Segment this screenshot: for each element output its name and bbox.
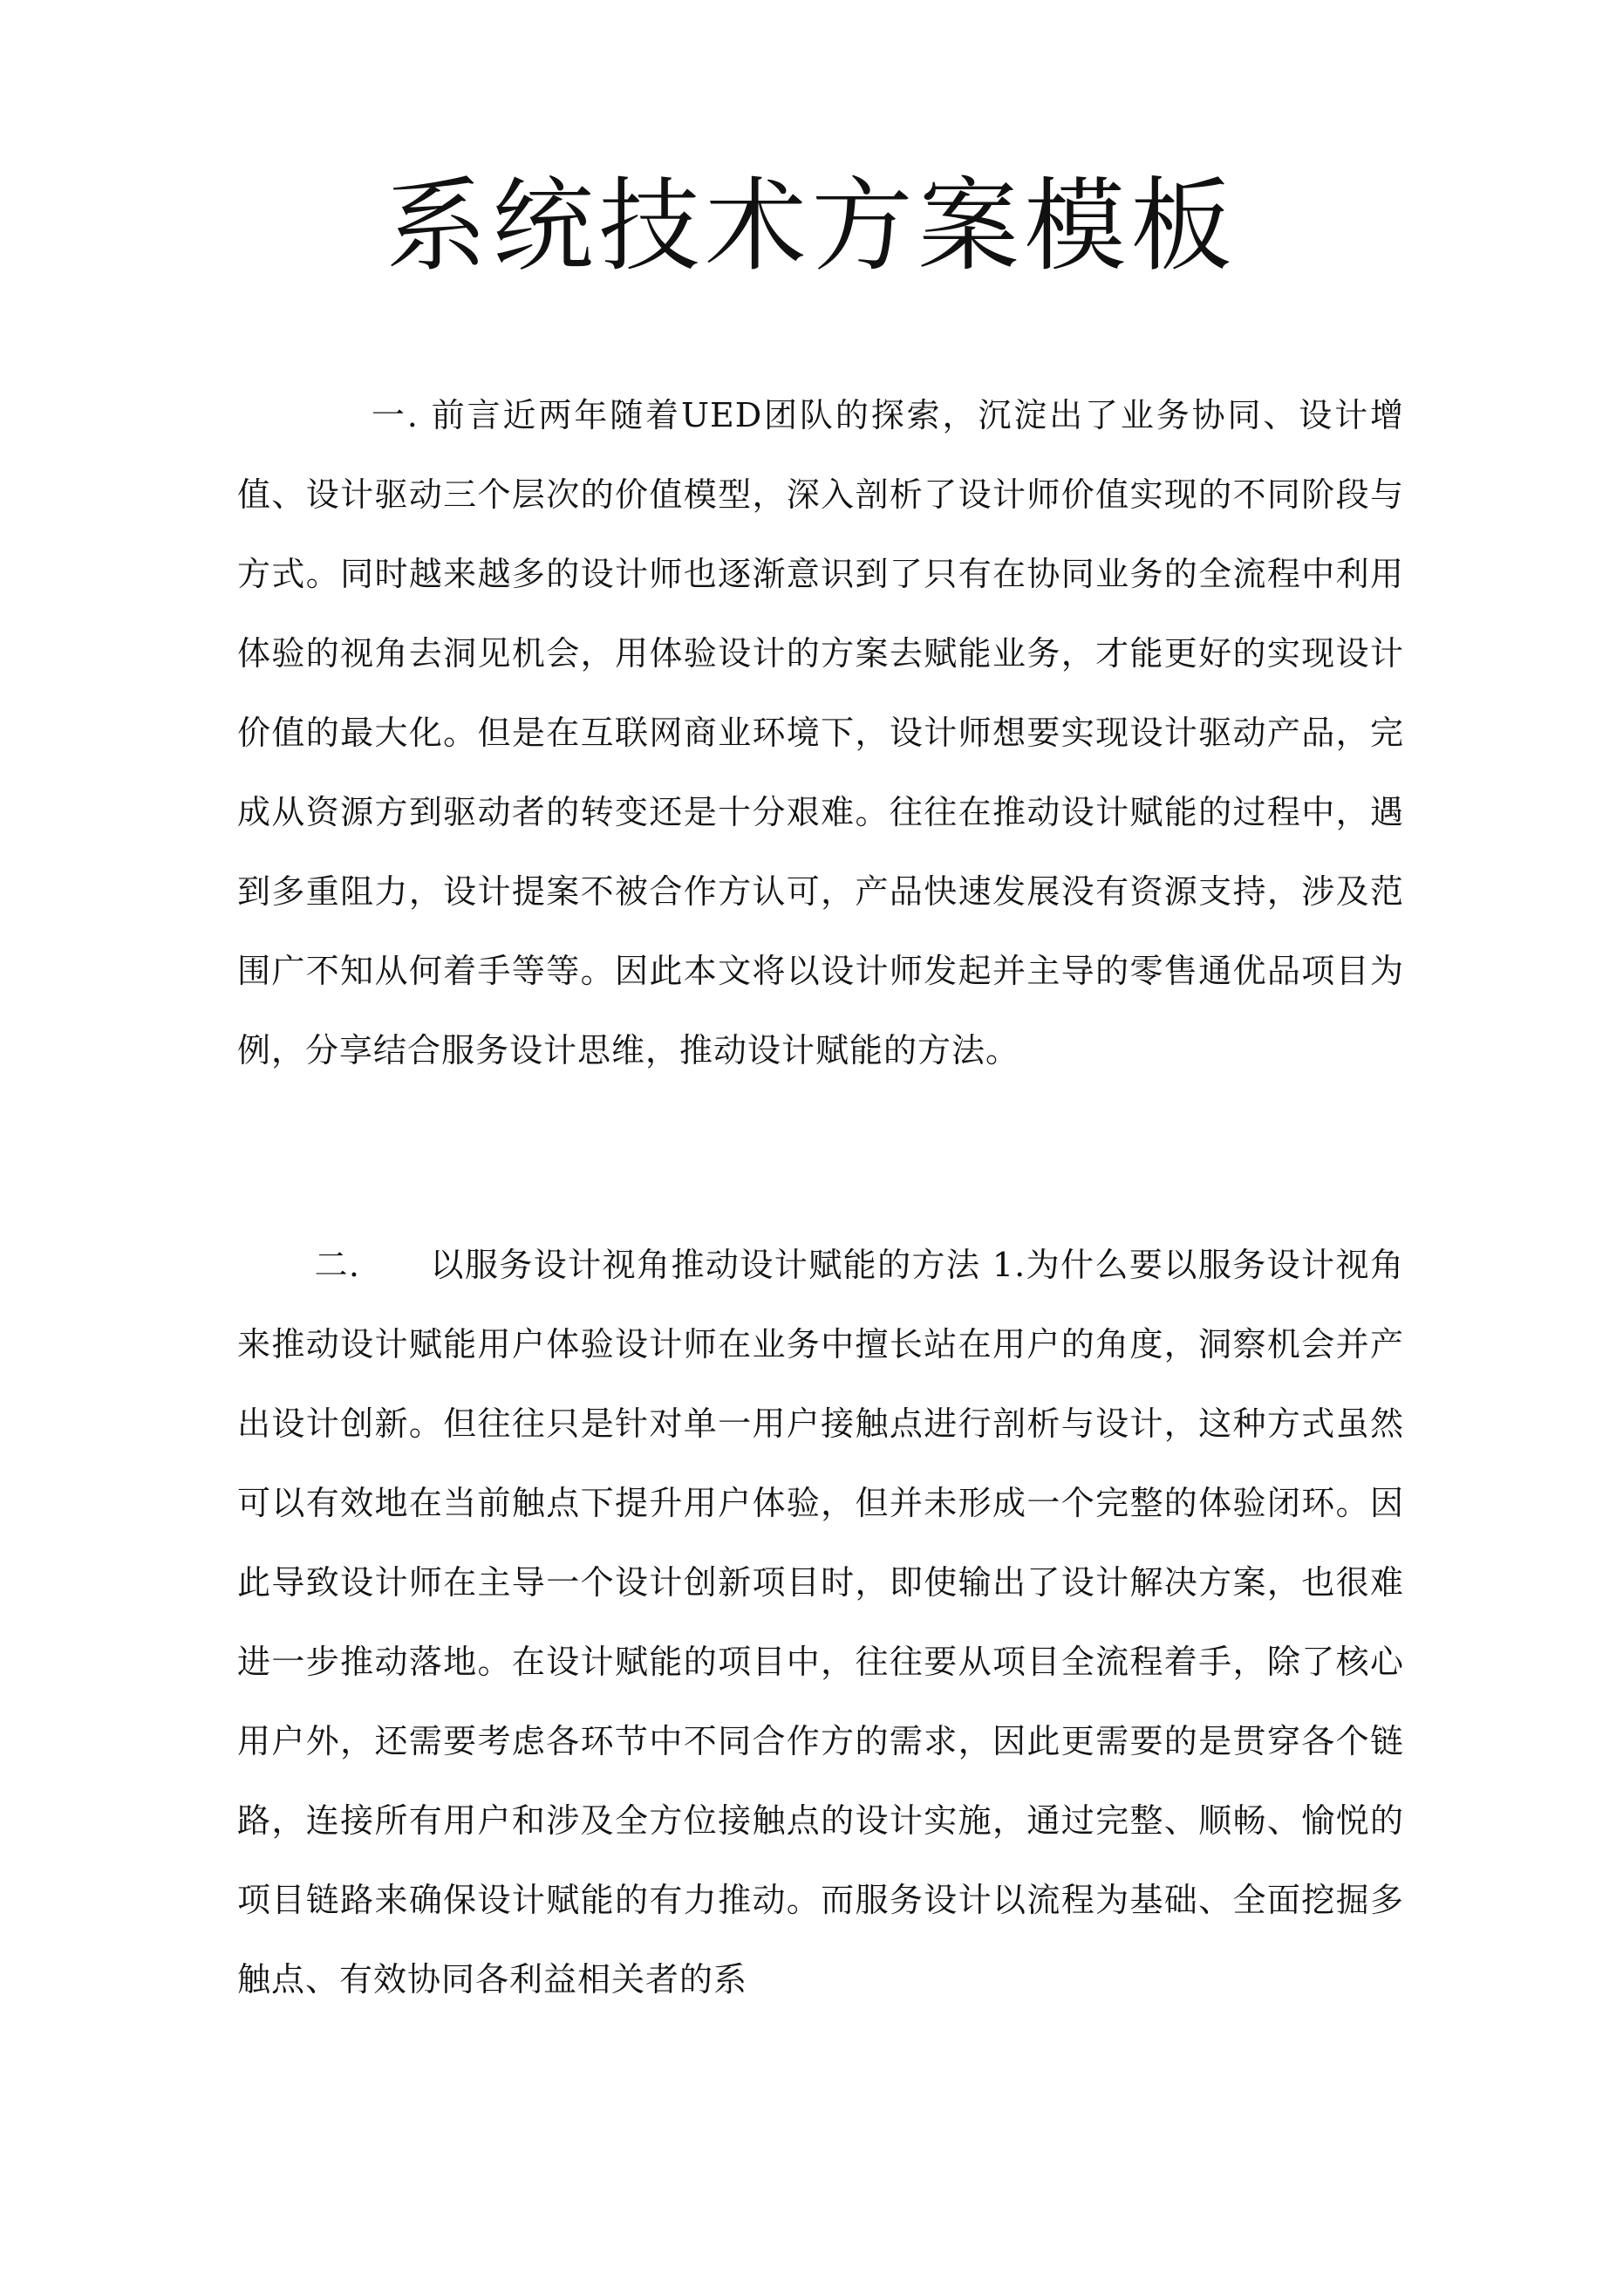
paragraph-method bbox=[237, 1226, 1404, 2019]
section-marker-1: 一. bbox=[370, 396, 432, 434]
paragraph-text-2: 以服务设计视角推动设计赋能的方法 1.为什么要以服务设计视角来推动设计赋能用户体验设计师在业务中擅长站在用户的角度，洞察机会并产出设计创新。但往往只是针对单一用户接触点进行剖析与设计，这种方式虽然可以有效地在当前触点下提升用户体验，但并未形成一个完整的体验闭环。因此导致设计师在主导一个设计创新项目时，即使输出了设计解决方案，也很难进一步推动落地。在设计赋能的项目中，往往要从项目全流程着手，除了核心用户外，还需要考虑各环节中不同合作方的需求，因此更需要的是贯穿各个链路，连接所有用户和涉及全方位接触点的设计实施，通过完整、顺畅、愉悦的项目链路来确保设计赋能的有力推动。而服务设计以流程为基础、全面挖掘多触点、有效协同各利益相关者的系 bbox=[237, 1246, 1404, 1999]
paragraph-text-1: 前言近两年随着UED团队的探索，沉淀出了业务协同、设计增值、设计驱动三个层次的价值模型，深入剖析了设计师价值实现的不同阶段与方式。同时越来越多的设计师也逐渐意识到了只有在协同业务的全流程中利用体验的视角去洞见机会，用体验设计的方案去赋能业务，才能更好的实现设计价值的最大化。但是在互联网商业环境下，设计师想要实现设计驱动产品，完成从资源方到驱动者的转变还是十分艰难。往往在推动设计赋能的过程中，遇到多重阻力，设计提案不被合作方认可，产品快速发展没有资源支持，涉及范围广不知从何着手等等。因此本文将以设计师发起并主导的零售通优品项目为例，分享结合服务设计思维，推动设计赋能的方法。 bbox=[237, 396, 1404, 1069]
document-title: 系统技术方案模板 bbox=[385, 167, 1238, 285]
section-marker-2: 二. bbox=[314, 1246, 360, 1284]
paragraph-preface bbox=[237, 376, 1404, 1090]
